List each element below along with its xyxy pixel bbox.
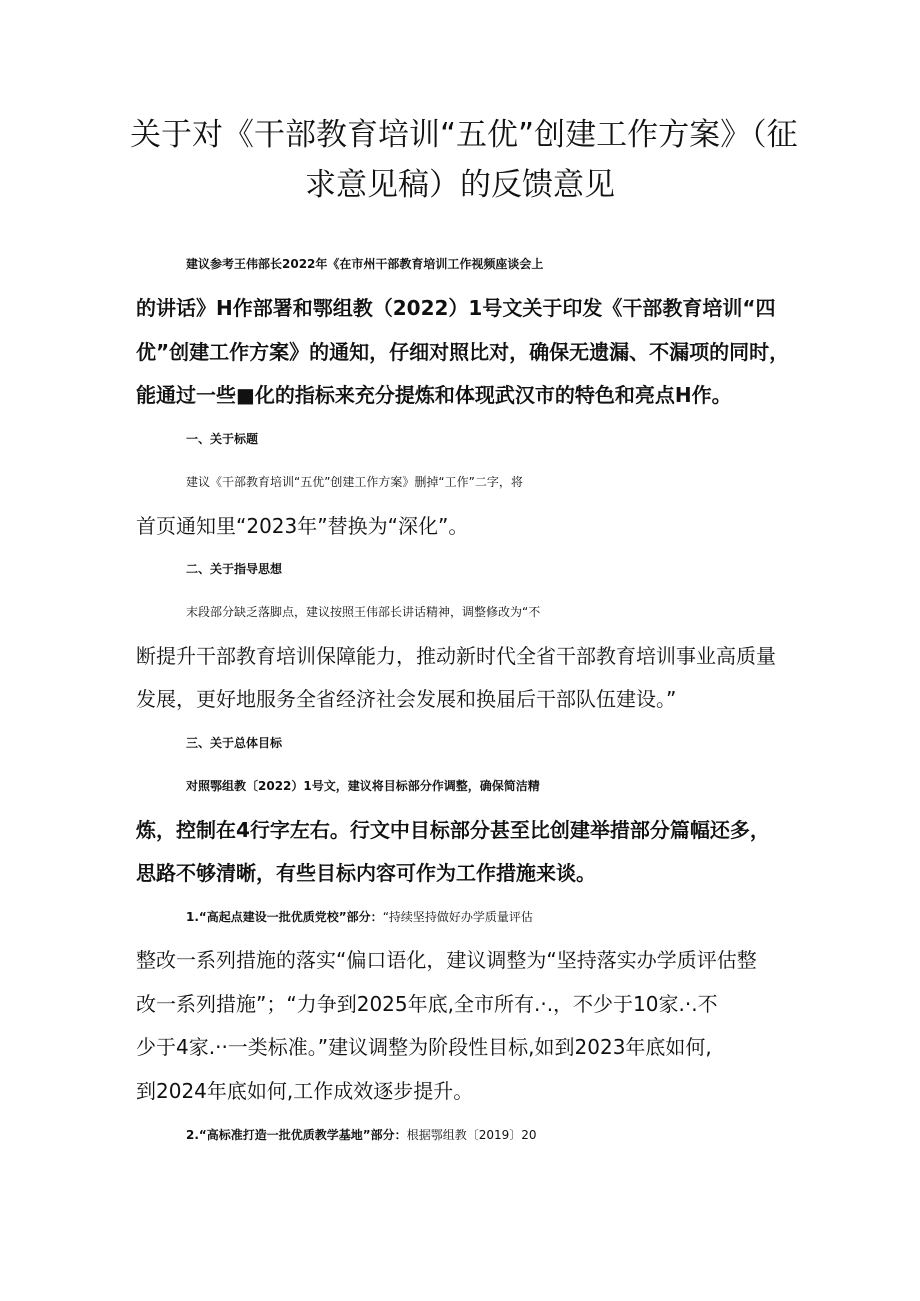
item1-line-3: 改一系列措施”；“力争到2025年底,全市所有.·.，不少于10家.·.不 [136, 992, 718, 1016]
item1-line-1 [186, 903, 846, 931]
section3-line-3: 思路不够清晰，有些目标内容可作为工作措施来谈。 [136, 861, 596, 885]
item1-line-5: 到2024年底如何,工作成效逐步提升。 [136, 1079, 474, 1103]
section2-heading: 二、关于指导思想 [186, 562, 283, 576]
item1-line1-rest: “持续坚持做好办学质量评估 [382, 910, 533, 924]
item1-label: 1.“高起点建设一批优质党校”部分： [186, 910, 383, 924]
title-line-2: 求意见稿）的反馈意见 [305, 167, 615, 203]
section1-heading: 一、关于标题 [186, 432, 259, 446]
intro-line-2: 的讲话》H作部署和鄂组教（2022）1号文关于印发《干部教育培训“四 [136, 296, 776, 320]
section2-line-2: 断提升干部教育培训保障能力，推动新时代全省干部教育培训事业高质量 [136, 644, 776, 668]
document-title [130, 110, 798, 210]
section2-line-3: 发展，更好地服务全省经济社会发展和换届后干部队伍建设。” [136, 687, 677, 711]
item2-label: 2.“高标准打造一批优质教学基地”部分： [186, 1128, 407, 1142]
item1-line-2: 整改一系列措施的落实“偏口语化，建议调整为“坚持落实办学质评估整 [136, 948, 757, 972]
intro-line-1: 建议参考王伟部长2022年《在市州干部教育培训工作视频座谈会上 [186, 257, 544, 271]
item2-line-1 [186, 1121, 846, 1149]
item2-rest: 根据鄂组教〔2019〕20 [406, 1128, 537, 1142]
title-line-1: 关于对《干部教育培训“五优”创建工作方案》（征 [130, 117, 798, 153]
section2-line-1: 末段部分缺乏落脚点，建议按照王伟部长讲话精神，调整修改为“不 [186, 605, 541, 619]
item1-line-4: 少于4家.··一类标准。”建议调整为阶段性目标,如到2023年底如何, [136, 1035, 712, 1059]
section3-heading: 三、关于总体目标 [186, 736, 283, 750]
intro-line-3: 优”创建工作方案》的通知，仔细对照比对，确保无遗漏、不漏项的同时， [136, 340, 790, 364]
intro-line-4: 能通过一些■化的指标来充分提炼和体现武汉市的特色和亮点H作。 [136, 383, 732, 407]
section1-line-2: 首页通知里“2023年”替换为“深化”。 [136, 514, 469, 538]
section3-line-1: 对照鄂组教〔2022）1号文，建议将目标部分作调整，确保简洁精 [186, 779, 540, 793]
section3-line-2: 炼，控制在4行字左右。行文中目标部分甚至比创建举措部分篇幅还多， [136, 818, 770, 842]
section1-line-1: 建议《干部教育培训“五优”创建工作方案》删掉“工作”二字，将 [186, 475, 523, 489]
